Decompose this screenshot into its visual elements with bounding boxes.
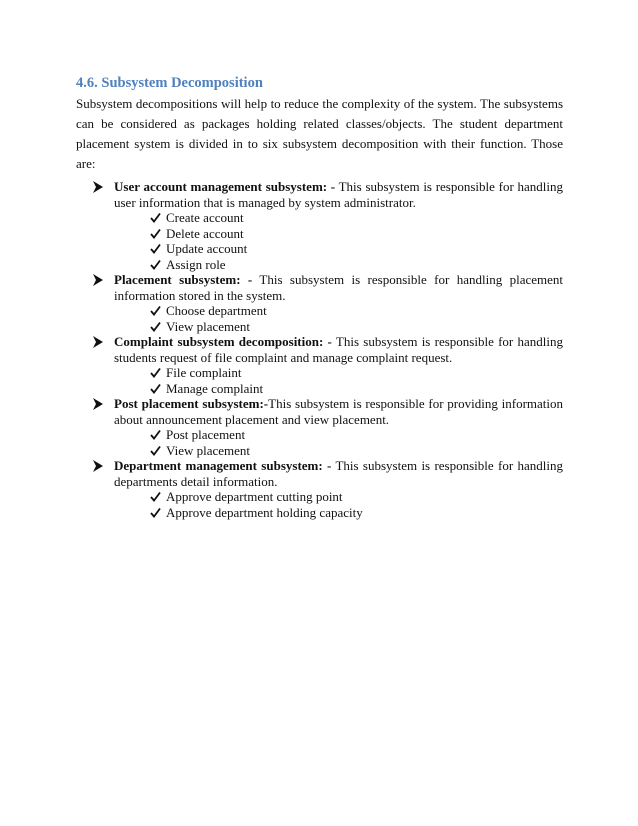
subsystem-description [114, 334, 563, 365]
feature-label: Create account [166, 210, 244, 225]
subsystem-text: This subsystem is responsible for handling departments detail information. [114, 458, 563, 489]
checkmark-icon [150, 445, 161, 456]
feature-label: Delete account [166, 225, 244, 241]
feature-list [114, 210, 563, 272]
checkmark-icon [150, 321, 161, 332]
feature-item [150, 226, 563, 242]
feature-item [150, 489, 563, 505]
subsystem-list [76, 179, 563, 520]
document-page [76, 74, 563, 520]
arrowhead-bullet-icon [93, 274, 103, 286]
checkmark-icon [150, 429, 161, 440]
subsystem-label: Post placement subsystem:- [114, 396, 269, 411]
subsystem-item [76, 458, 563, 520]
checkmark-icon [150, 228, 161, 239]
arrowhead-bullet-icon [93, 398, 103, 410]
feature-label: View placement [166, 318, 251, 334]
subsystem-text: This subsystem is responsible for providing information about announcement placement and view placement. [114, 396, 563, 427]
feature-item [150, 505, 563, 521]
subsystem-text: This subsystem is responsible for handling user information that is managed by system administrator. [114, 179, 563, 210]
arrowhead-bullet-icon [93, 336, 103, 348]
subsystem-label: Complaint subsystem decomposition: - [114, 334, 332, 349]
arrowhead-bullet-icon [93, 460, 103, 472]
subsystem-description [114, 458, 563, 489]
feature-item [150, 210, 563, 226]
checkmark-icon [150, 212, 161, 223]
feature-label: Choose department [166, 303, 267, 318]
feature-label: View placement [166, 442, 251, 458]
checkmark-icon [150, 243, 161, 254]
feature-label: Manage complaint [166, 380, 264, 396]
feature-list [114, 365, 563, 396]
feature-item [150, 381, 563, 397]
arrowhead-bullet-icon [93, 181, 103, 193]
subsystem-description [114, 396, 563, 427]
subsystem-label: User account management subsystem: - [114, 179, 336, 194]
subsystem-label: Placement subsystem: - [114, 272, 253, 287]
subsystem-description [114, 179, 563, 210]
feature-item [150, 303, 563, 319]
section-heading: 4.6. Subsystem Decomposition [76, 75, 263, 91]
feature-item [150, 365, 563, 381]
subsystem-label: Department management subsystem: - [114, 458, 332, 473]
feature-item [150, 427, 563, 443]
feature-item [150, 443, 563, 459]
subsystem-text: This subsystem is responsible for handling students request of file complaint and manage complaint request. [114, 334, 563, 365]
checkmark-icon [150, 491, 161, 502]
feature-list [114, 303, 563, 334]
checkmark-icon [150, 367, 161, 378]
subsystem-description [114, 272, 563, 303]
checkmark-icon [150, 259, 161, 270]
subsystem-item [76, 179, 563, 272]
feature-label: Post placement [166, 427, 246, 442]
feature-list [114, 489, 563, 520]
intro-paragraph: Subsystem decompositions will help to reduce the complexity of the system. The subsystems can be considered as packages holding related classes/objects. The student department placement system is divided in to six subsystem decomposition with their function. Those are: [76, 96, 563, 171]
checkmark-icon [150, 507, 161, 518]
feature-list [114, 427, 563, 458]
feature-item [150, 257, 563, 273]
feature-item [150, 241, 563, 257]
feature-item [150, 319, 563, 335]
feature-label: File complaint [166, 365, 242, 380]
subsystem-text: This subsystem is responsible for handling placement information stored in the system. [114, 272, 563, 303]
feature-label: Assign role [166, 256, 226, 272]
checkmark-icon [150, 305, 161, 316]
subsystem-item [76, 396, 563, 458]
subsystem-item [76, 272, 563, 334]
subsystem-item [76, 334, 563, 396]
checkmark-icon [150, 383, 161, 394]
feature-label: Approve department cutting point [166, 489, 343, 504]
feature-label: Update account [166, 241, 248, 256]
feature-label: Approve department holding capacity [166, 504, 363, 520]
